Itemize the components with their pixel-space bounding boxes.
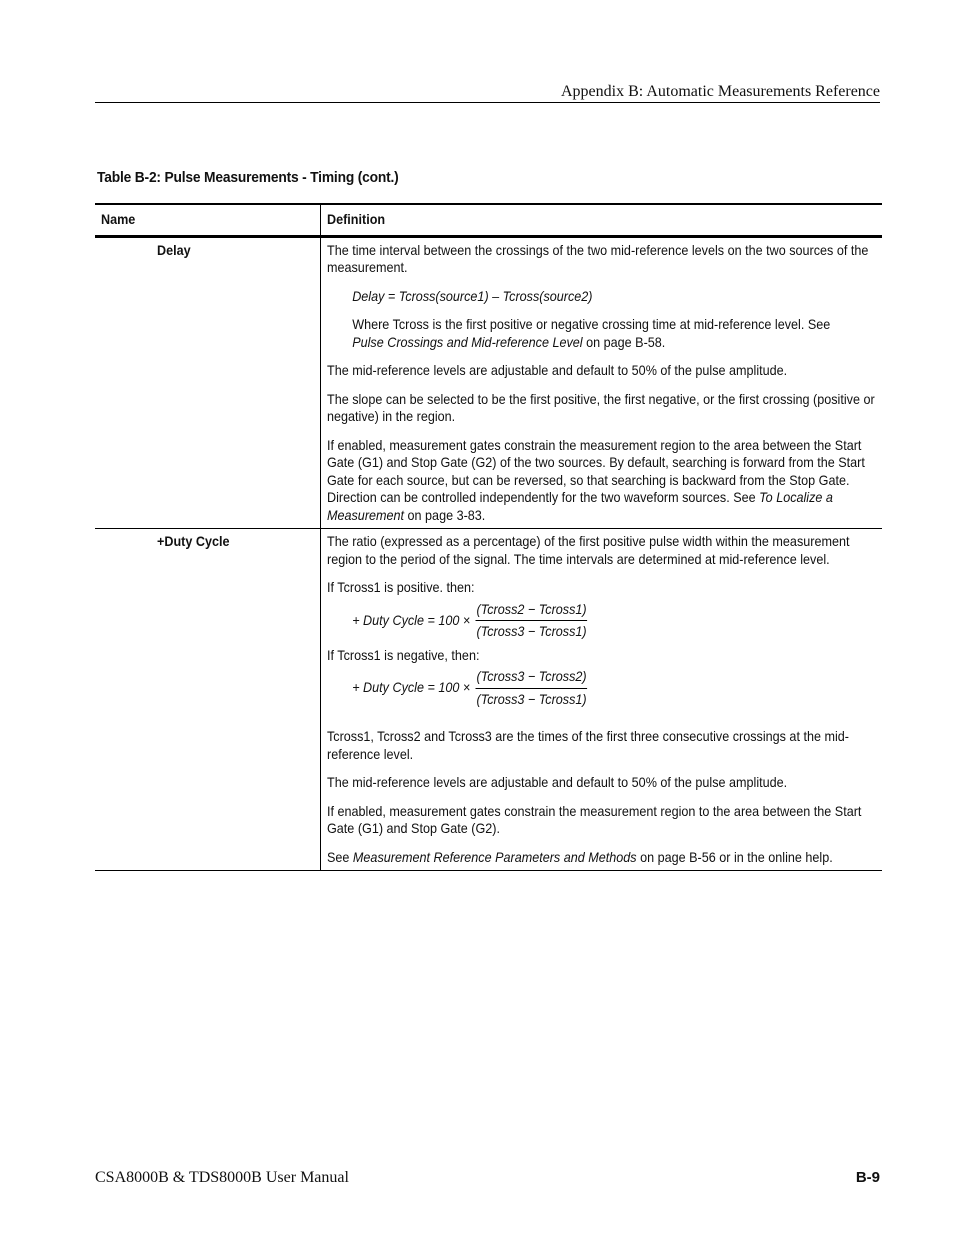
duty-condition-negative: If Tcross1 is negative, then: <box>327 646 480 663</box>
duty-paragraph-4: If enabled, measurement gates constrain the measurement region to the area between the Start Gate (G1) and Stop Gate (G2). <box>327 802 862 836</box>
delay-paragraph-3: The slope can be selected to be the first positive, the first negative, or the first crossing (positive or negative) in the region. <box>327 390 875 424</box>
duty-condition-positive: If Tcross1 is positive. then: <box>327 579 475 595</box>
table-header-row <box>95 204 882 236</box>
duty-formula-negative: + Duty Cycle = 100 × $\frac{\text{(Tcross3 − Tcross2)}}{\text{(Tcross3 − Tcross1)}}$ <box>352 668 587 707</box>
delay-paragraph-2: The mid-reference levels are adjustable and default to 50% of the pulse amplitude. <box>327 362 788 378</box>
header-rule <box>95 102 880 103</box>
delay-formula: Delay = Tcross(source1) – Tcross(source2) <box>352 287 593 304</box>
row-name-delay: Delay <box>157 241 191 258</box>
delay-xref-localize: To Localize a Measurement <box>327 489 833 523</box>
footer-page-number: B-9 <box>855 1169 880 1186</box>
column-header-definition: Definition <box>327 211 386 227</box>
pulse-measurements-table <box>95 203 882 871</box>
delay-paragraph-4: If enabled, measurement gates constrain the measurement region to the area between the Start Gate (G1) and Stop Gate (G2) of the two sources. By default, searching is forward from the Start Gate for each source, but can be reversed, so that searching is backward from the Stop Gate. Direction can be controlled independently for the two waveform sources. See To Localize a Measurement on page 3-83. <box>327 436 865 523</box>
definition-duty-cycle <box>327 533 875 866</box>
duty-xref-reference-params: Measurement Reference Parameters and Methods <box>352 848 637 865</box>
column-header-name: Name <box>101 211 136 227</box>
delay-xref-pulse-crossings: Pulse Crossings and Mid-reference Level <box>352 333 583 350</box>
row-name-duty-cycle: +Duty Cycle <box>157 533 230 549</box>
table-row-duty-cycle <box>95 529 882 871</box>
duty-paragraph-2: Tcross1, Tcross2 and Tcross3 are the times of the first three consecutive crossings at the mid-reference level. <box>327 728 849 762</box>
duty-paragraph-3: The mid-reference levels are adjustable and default to 50% of the pulse amplitude. <box>327 774 788 790</box>
definition-delay <box>327 242 875 525</box>
table-row-delay <box>95 236 882 529</box>
running-header: Appendix B: Automatic Measurements Reference <box>560 83 880 100</box>
duty-paragraph-5: See Measurement Reference Parameters and Methods on page B-56 or in the online help. <box>327 848 833 865</box>
duty-formula-positive: + Duty Cycle = 100 × $\frac{\text{(Tcross2 − Tcross1)}}{\text{(Tcross3 − Tcross1)}}$ <box>352 600 587 639</box>
delay-paragraph-1: The time interval between the crossings of the two mid-reference levels on the two sources of the measurement. <box>327 241 869 275</box>
duty-paragraph-1: The ratio (expressed as a percentage) of the first positive pulse width within the measurement region to the period of the signal. The time intervals are determined at mid-reference level. <box>327 533 850 567</box>
fraction: $\frac{\text{(Tcross2 − Tcross1)}}{\text{(Tcross3 − Tcross1)}}$ <box>476 600 587 639</box>
footer-manual-title: CSA8000B & TDS8000B User Manual <box>95 1169 349 1186</box>
delay-where-note: Where Tcross is the first positive or negative crossing time at mid-reference level. See Pulse Crossings and Mid-reference Level on page B-58. <box>352 316 831 350</box>
fraction: $\frac{\text{(Tcross3 − Tcross2)}}{\text{(Tcross3 − Tcross1)}}$ <box>476 668 587 707</box>
table-caption: Table B-2: Pulse Measurements - Timing (cont.) <box>97 169 399 186</box>
